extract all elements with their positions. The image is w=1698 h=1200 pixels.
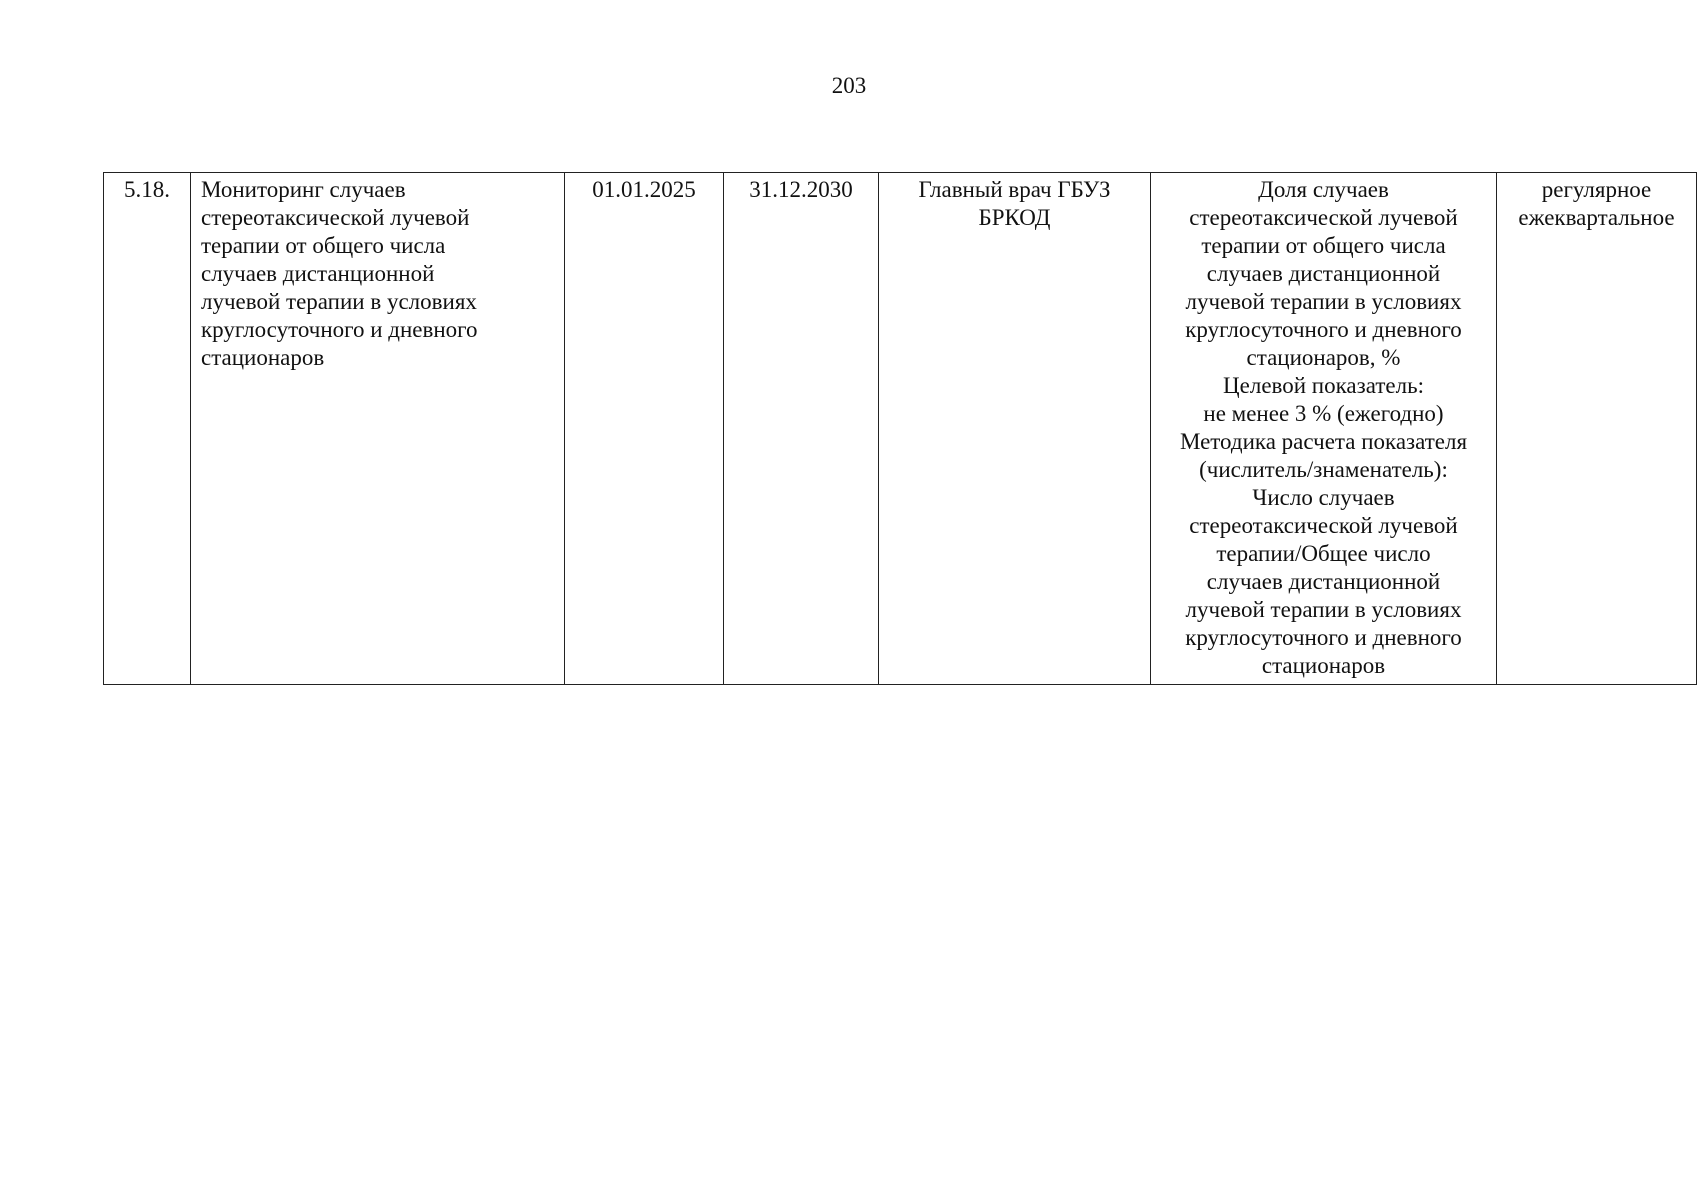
measure-name-line: круглосуточного и дневного xyxy=(201,317,478,342)
responsible-line: БРКОД xyxy=(978,205,1051,230)
indicator-line: стереотаксической лучевой xyxy=(1189,513,1458,538)
indicator-line: случаев дистанционной xyxy=(1206,569,1441,594)
indicator-line: (числитель/знаменатель): xyxy=(1199,457,1448,482)
measure-name-line: стационаров xyxy=(201,345,325,370)
row-number-cell: 5.18. xyxy=(104,173,191,685)
indicator-line: Число случаев xyxy=(1252,485,1395,510)
indicator-line: стереотаксической лучевой xyxy=(1189,205,1458,230)
indicator-line: круглосуточного и дневного xyxy=(1185,625,1462,650)
end-date-cell: 31.12.2030 xyxy=(724,173,879,685)
indicator-line: Методика расчета показателя xyxy=(1179,429,1468,454)
indicator-line: не менее 3 % (ежегодно) xyxy=(1203,401,1444,426)
measure-name-cell xyxy=(191,173,565,685)
measure-name-line: стереотаксической лучевой xyxy=(201,205,470,230)
indicator-line: терапии/Общее число xyxy=(1216,541,1431,566)
indicator-line: лучевой терапии в условиях xyxy=(1185,597,1462,622)
periodicity-cell xyxy=(1497,173,1697,685)
indicator-line: стационаров, % xyxy=(1246,345,1401,370)
indicator-cell xyxy=(1151,173,1497,685)
measure-name-line: терапии от общего числа xyxy=(201,233,446,258)
measure-name-line: лучевой терапии в условиях xyxy=(201,289,477,314)
table-row xyxy=(104,173,1697,685)
measure-name-line: Мониторинг случаев xyxy=(201,177,406,202)
indicator-line: Целевой показатель: xyxy=(1223,373,1424,398)
measures-table xyxy=(103,172,1697,685)
indicator-line: случаев дистанционной xyxy=(1206,261,1441,286)
responsible-line: Главный врач ГБУЗ xyxy=(918,177,1111,202)
periodicity-line: ежеквартальное xyxy=(1518,205,1675,230)
indicator-line: круглосуточного и дневного xyxy=(1185,317,1462,342)
start-date-cell: 01.01.2025 xyxy=(565,173,724,685)
indicator-line: лучевой терапии в условиях xyxy=(1185,289,1462,314)
responsible-cell xyxy=(879,173,1151,685)
measure-name-line: случаев дистанционной xyxy=(201,261,435,286)
indicator-line: стационаров xyxy=(1261,653,1386,678)
indicator-line: Доля случаев xyxy=(1258,177,1389,202)
indicator-line: терапии от общего числа xyxy=(1201,233,1446,258)
page-number: 203 xyxy=(831,73,867,98)
periodicity-line: регулярное xyxy=(1541,177,1652,202)
